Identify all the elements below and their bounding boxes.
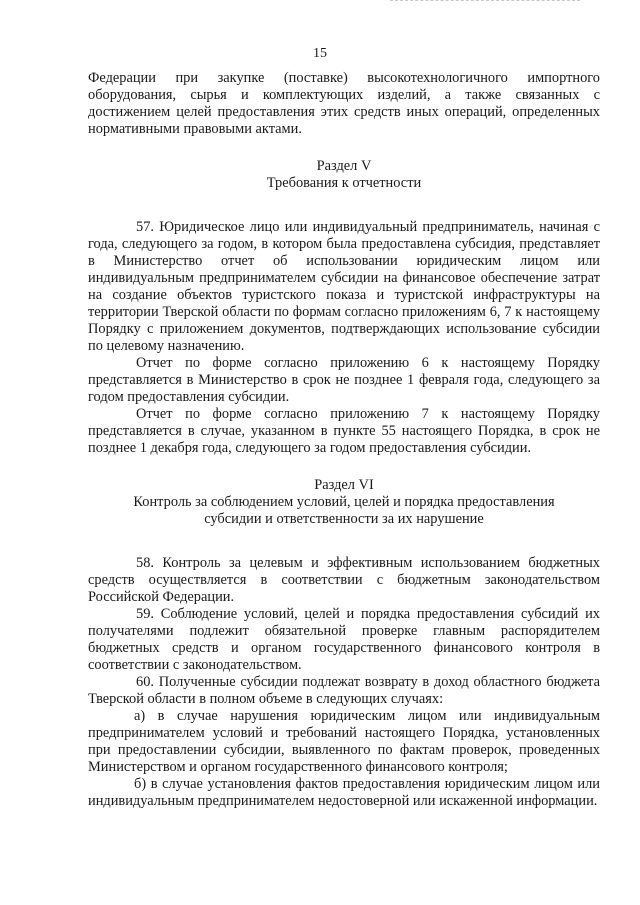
page-body: [88, 70, 600, 810]
intro-paragraph: Федерации при закупке (поставке) высокотехнологичного импортного оборудования, сырья и комплектующих изделий, а также связанных с достижением целей предоставления этих средств иных операций, определенных нормативными правовыми актами.: [88, 70, 600, 137]
paragraph-57-report-7: Отчет по форме согласно приложению 7 к настоящему Порядку представляется в случае, указанном в пункте 55 настоящего Порядка, в срок не позднее 1 декабря года, следующего за годом предоставления субсидии.: [88, 406, 600, 456]
section-5-subtitle: Требования к отчетности: [266, 175, 422, 191]
section-6-subtitle-line-1: Контроль за соблюдением условий, целей и порядка предоставления: [133, 494, 555, 510]
paragraph-60-item-b: б) в случае установления фактов предоставления юридическим лицом или индивидуальным предпринимателем недостоверной или искаженной информации.: [88, 776, 600, 809]
section-6-subtitle-line-2: субсидии и ответственности за их нарушение: [204, 511, 484, 527]
section-5-title: Раздел V: [316, 158, 372, 174]
page-number: 15: [313, 46, 327, 61]
section-6-title: Раздел VI: [314, 477, 374, 493]
paragraph-60-item-a: а) в случае нарушения юридическим лицом или индивидуальным предпринимателем условий и требований настоящего Порядка, установленных при предоставлении субсидии, выявленного по фактам проверок, проведенных Министерством и органом государственного финансового контроля;: [88, 708, 600, 775]
paragraph-57: 57. Юридическое лицо или индивидуальный предприниматель, начиная с года, следующего за годом, в котором была предоставлена субсидия, представляет в Министерство отчет об использовании юридическим лицом или индивидуальным предпринимателем субсидии на финансовое обеспечение затрат на создание объектов туристского показа и туристской инфраструктуры на территории Тверской области по формам согласно приложениям 6, 7 к настоящему Порядку с приложением документов, подтверждающих использование субсидии по целевому назначению.: [88, 219, 600, 354]
paragraph-58: 58. Контроль за целевым и эффективным использованием бюджетных средств осуществляется в соответствии с бюджетным законодательством Российской Федерации.: [88, 555, 600, 605]
paragraph-59: 59. Соблюдение условий, целей и порядка предоставления субсидий их получателями подлежит обязательной проверке главным распорядителем бюджетных средств и органом государственного финансового контроля в соответствии с законодательством.: [88, 606, 600, 673]
paragraph-60: 60. Полученные субсидии подлежат возврату в доход областного бюджета Тверской области в полном объеме в следующих случаях:: [88, 674, 600, 707]
paragraph-57-report-6: Отчет по форме согласно приложению 6 к настоящему Порядку представляется в Министерство в срок не позднее 1 февраля года, следующего за годом предоставления субсидии.: [88, 355, 600, 405]
scan-marks: [390, 0, 580, 5]
